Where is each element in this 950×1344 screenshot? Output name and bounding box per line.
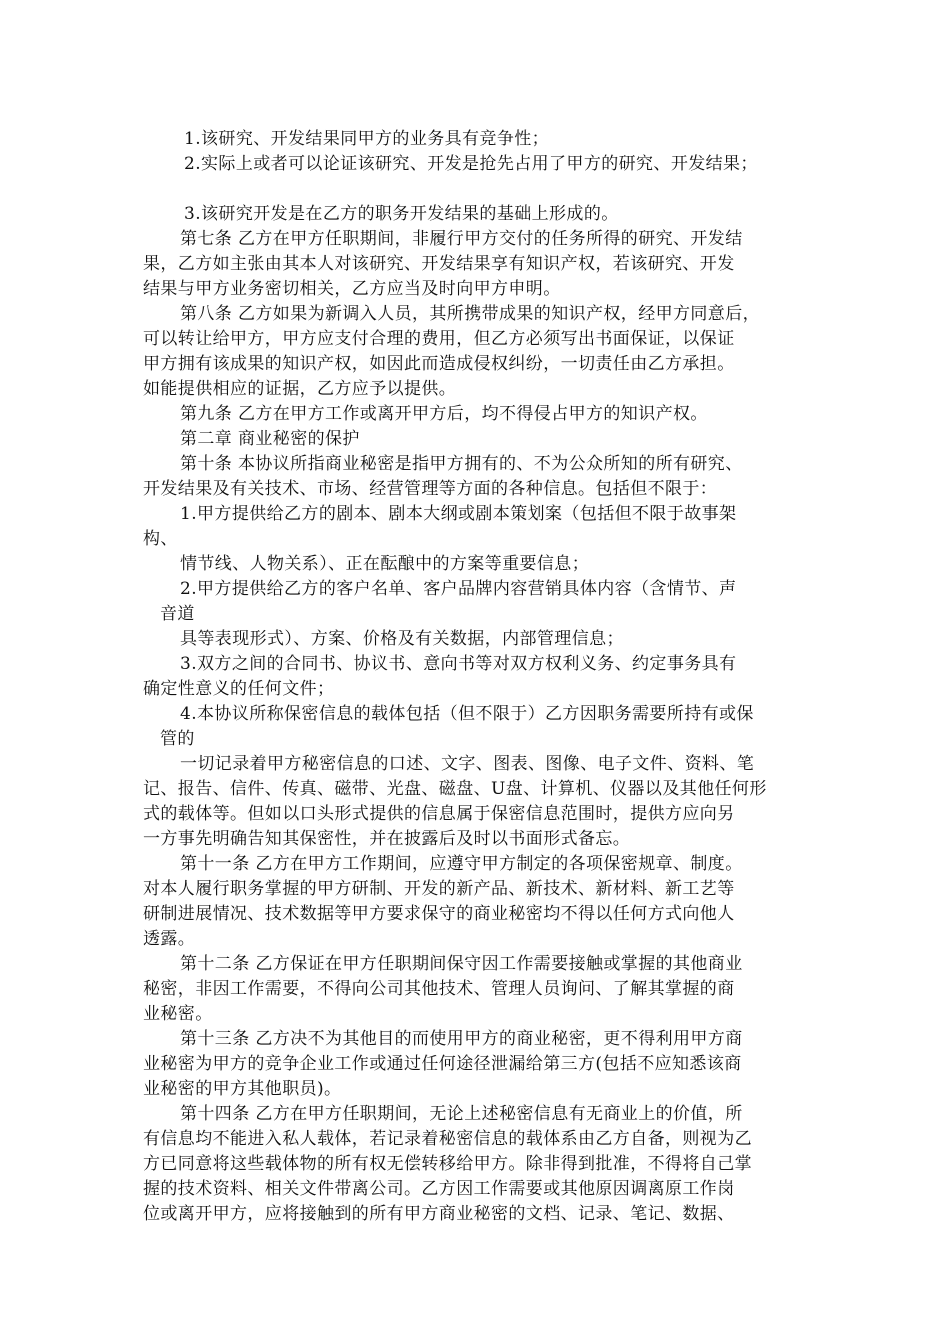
text-line: 记、报告、信件、传真、磁带、光盘、磁盘、U盘、计算机、仪器以及其他任何形 — [143, 779, 767, 799]
text-line: 业秘密的甲方其他职员)。 — [143, 1079, 342, 1099]
text-line: 构、 — [143, 529, 178, 549]
text-line: 1.该研究、开发结果同甲方的业务具有竞争性； — [184, 129, 550, 149]
text-line: 3.该研究开发是在乙方的职务开发结果的基础上形成的。 — [184, 204, 619, 224]
text-line: 有信息均不能进入私人载体，若记录着秘密信息的载体系由乙方自备，则视为乙 — [143, 1129, 752, 1149]
text-line: 3.双方之间的合同书、协议书、意向书等对双方权利义务、约定事务具有 — [180, 654, 737, 674]
text-line: 果，乙方如主张由其本人对该研究、开发结果享有知识产权，若该研究、开发 — [143, 254, 735, 274]
text-line: 第十二条 乙方保证在甲方任职期间保守因工作需要接触或掌握的其他商业 — [180, 954, 743, 974]
text-line: 如能提供相应的证据，乙方应予以提供。 — [143, 379, 457, 399]
text-line: 甲方拥有该成果的知识产权，如因此而造成侵权纠纷，一切责任由乙方承担。 — [143, 354, 735, 374]
text-line: 透露。 — [143, 929, 196, 949]
text-line: 音道 — [160, 604, 195, 624]
text-line: 研制进展情况、技术数据等甲方要求保守的商业秘密均不得以任何方式向他人 — [143, 904, 735, 924]
text-line: 开发结果及有关技术、市场、经营管理等方面的各种信息。包括但不限于： — [143, 479, 718, 499]
text-line: 2.甲方提供给乙方的客户名单、客户品牌内容营销具体内容（含情节、声 — [180, 579, 737, 599]
text-line: 业秘密为甲方的竞争企业工作或通过任何途径泄漏给第三方(包括不应知悉该商 — [143, 1054, 742, 1074]
text-line: 第十四条 乙方在甲方任职期间，无论上述秘密信息有无商业上的价值，所 — [180, 1104, 743, 1124]
text-line: 业秘密。 — [143, 1004, 213, 1024]
text-line: 结果与甲方业务密切相关，乙方应当及时向甲方申明。 — [143, 279, 561, 299]
text-line: 第七条 乙方在甲方任职期间，非履行甲方交付的任务所得的研究、开发结 — [180, 229, 743, 249]
text-line: 位或离开甲方，应将接触到的所有甲方商业秘密的文档、记录、笔记、数据、 — [143, 1204, 735, 1224]
chapter-heading: 第二章 商业秘密的保护 — [180, 429, 360, 449]
text-line: 第八条 乙方如果为新调入人员，其所携带成果的知识产权，经甲方同意后， — [180, 304, 761, 324]
text-line: 可以转让给甲方，甲方应支付合理的费用，但乙方必须写出书面保证，以保证 — [143, 329, 735, 349]
text-line: 一切记录着甲方秘密信息的口述、文字、图表、图像、电子文件、资料、笔 — [180, 754, 755, 774]
text-line: 对本人履行职务掌握的甲方研制、开发的新产品、新技术、新材料、新工艺等 — [143, 879, 735, 899]
text-line: 方已同意将这些载体物的所有权无偿转移给甲方。除非得到批准，不得将自己掌 — [143, 1154, 752, 1174]
text-line: 情节线、人物关系）、正在酝酿中的方案等重要信息； — [180, 554, 590, 574]
text-line: 秘密，非因工作需要，不得向公司其他技术、管理人员询问、了解其掌握的商 — [143, 979, 735, 999]
text-line: 第十一条 乙方在甲方工作期间，应遵守甲方制定的各项保密规章、制度。 — [180, 854, 743, 874]
text-line: 一方事先明确告知其保密性，并在披露后及时以书面形式备忘。 — [143, 829, 631, 849]
text-line: 2.实际上或者可以论证该研究、开发是抢先占用了甲方的研究、开发结果； — [184, 154, 758, 174]
text-line: 式的载体等。但如以口头形式提供的信息属于保密信息范围时，提供方应向另 — [143, 804, 735, 824]
text-line: 第十条 本协议所指商业秘密是指甲方拥有的、不为公众所知的所有研究、 — [180, 454, 743, 474]
text-line: 握的技术资料、相关文件带离公司。乙方因工作需要或其他原因调离原工作岗 — [143, 1179, 735, 1199]
text-line: 具等表现形式）、方案、价格及有关数据，内部管理信息； — [180, 629, 624, 649]
text-line: 第十三条 乙方决不为其他目的而使用甲方的商业秘密，更不得利用甲方商 — [180, 1029, 743, 1049]
text-line: 确定性意义的任何文件； — [143, 679, 335, 699]
text-line: 管的 — [160, 729, 195, 749]
text-line: 第九条 乙方在甲方工作或离开甲方后，均不得侵占甲方的知识产权。 — [180, 404, 708, 424]
text-line: 1.甲方提供给乙方的剧本、剧本大纲或剧本策划案（包括但不限于故事架 — [180, 504, 737, 524]
text-line: 4.本协议所称保密信息的载体包括（但不限于）乙方因职务需要所持有或保 — [180, 704, 754, 724]
